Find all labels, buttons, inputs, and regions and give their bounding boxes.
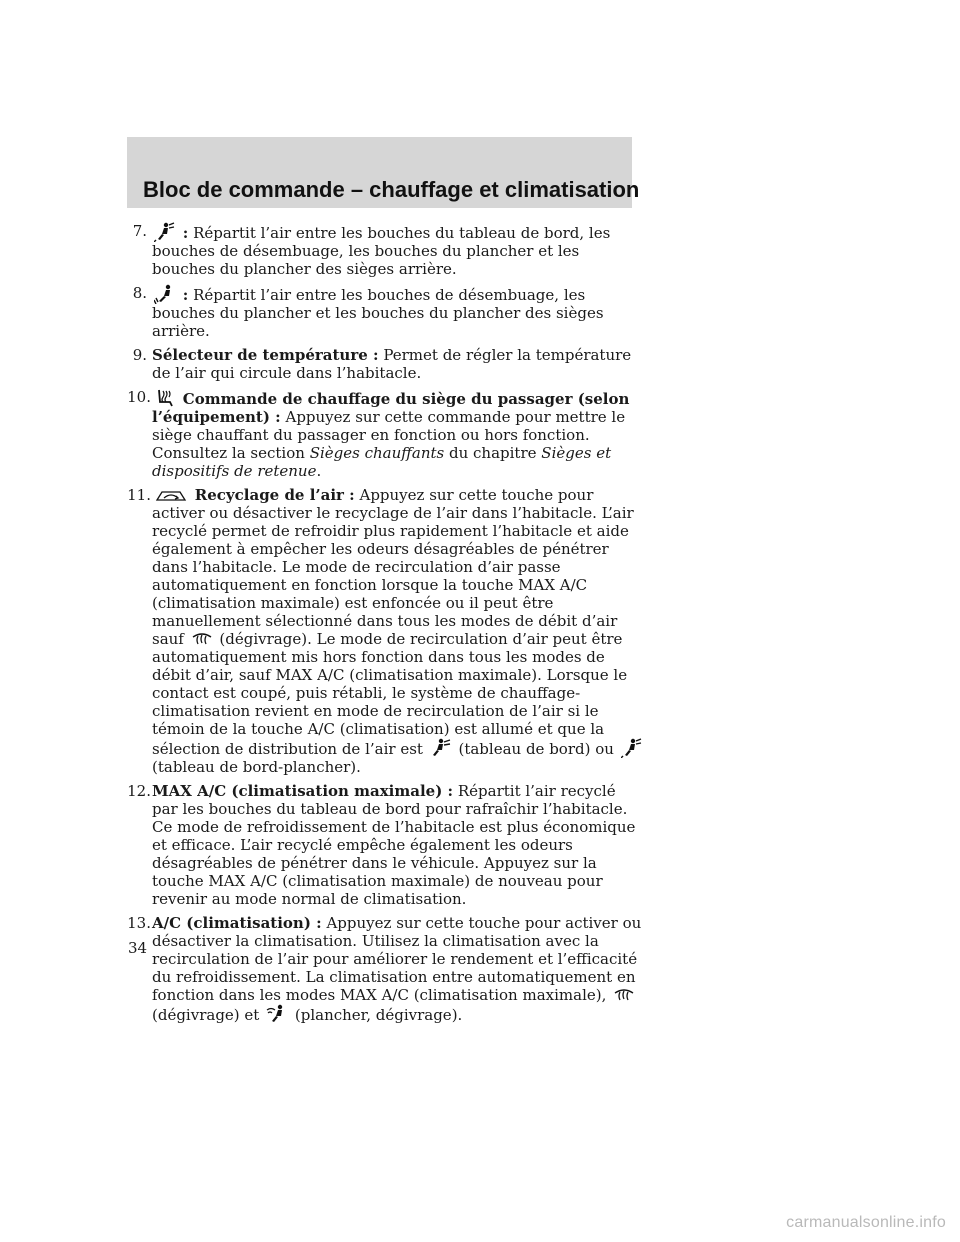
item-lead: A/C (climatisation) :: [152, 914, 322, 932]
content: [125, 222, 645, 1030]
floor-defrost-airflow-icon: [154, 284, 176, 304]
panel-floor-airflow-icon: [621, 738, 643, 758]
item-lead: :: [182, 286, 189, 304]
item-text: (dégivrage). Le mode de recirculation d’air peut être automatiquement mis hors fonction dans tous les modes de débit d’air, sauf MAX A/C (climatisation maximale). Lorsque le contact est coupé, puis rétabli, le système de chauffage-climatisation revient en mode de recirculation de l’air si le témoin de la touche A/C (climatisation) est allumé et que la sélection de distribution de l’air est: [152, 630, 628, 758]
list-item-8: [125, 284, 645, 340]
item-text: (dégivrage) et: [152, 1006, 260, 1024]
page-number: 34: [128, 939, 148, 957]
recirculation-icon: [154, 488, 188, 504]
item-number: 13.: [127, 914, 151, 932]
item-text: Répartit l’air recyclé par les bouches du tableau de bord pour rafraîchir l’habitacle. Ce mode de refroidissement de l’habitacle est plus économique et efficace. L’air recyclé empêche également les odeurs désagréables de pénétrer dans le véhicule. Appuyez sur la touche MAX A/C (climatisation maximale) de nouveau pour revenir au mode normal de climatisation.: [152, 782, 636, 908]
item-number: 8.: [132, 284, 147, 302]
item-lead: MAX A/C (climatisation maximale) :: [152, 782, 454, 800]
item-italic-ref: Sièges et dispositifs de retenue: [152, 444, 612, 480]
floor-defrost-airflow-icon: [266, 1004, 288, 1024]
watermark: carmanualsonline.info: [786, 1214, 946, 1231]
item-number: 11.: [127, 486, 151, 504]
item-number: 12.: [127, 782, 151, 800]
list-item-10: [125, 388, 645, 480]
panel-airflow-icon: [430, 738, 452, 758]
item-italic-ref: Sièges chauffants: [309, 444, 445, 462]
panel-floor-airflow-icon: [154, 222, 176, 242]
item-text: (tableau de bord-plancher).: [152, 758, 361, 776]
list-item-12: [125, 782, 645, 908]
item-lead: :: [182, 224, 189, 242]
item-text: Répartit l’air entre les bouches de désembuage, les bouches du plancher et les bouches du plancher des sièges arrière.: [152, 286, 604, 340]
page-title: Bloc de commande – chauffage et climatisation: [143, 177, 640, 202]
defrost-icon: [191, 630, 213, 648]
item-text: Appuyez sur cette commande pour mettre le siège chauffant du passager en fonction ou hors fonction. Consultez la section: [152, 408, 626, 462]
item-lead: Sélecteur de température :: [152, 346, 379, 364]
item-text-mid: du chapitre: [449, 444, 537, 462]
defrost-icon: [613, 986, 635, 1004]
heated-seat-icon: [154, 388, 176, 408]
item-text-end: .: [316, 462, 322, 480]
list-item-13: [125, 914, 645, 1024]
item-text: (plancher, dégivrage).: [294, 1006, 463, 1024]
list-item-9: [125, 346, 645, 382]
list-item-11: [125, 486, 645, 776]
item-text: (tableau de bord) ou: [458, 740, 614, 758]
item-lead: Commande de chauffage du siège du passager (selon l’équipement) :: [152, 390, 630, 426]
item-number: 9.: [132, 346, 147, 364]
item-number: 7.: [132, 222, 147, 240]
item-text: Appuyez sur cette touche pour activer ou désactiver le recyclage de l’air dans l’habitacle. L’air recyclé permet de refroidir plus rapidement l’habitacle et aide également à empêcher les odeurs désagréables de pénétrer dans l’habitacle. Le mode de recirculation d’air passe automatiquement en fonction lorsque la touche MAX A/C (climatisation maximale) est enfoncée ou il peut être manuellement sélectionné dans tous les modes de débit d’air sauf: [152, 486, 634, 648]
item-text: Appuyez sur cette touche pour activer ou désactiver la climatisation. Utilisez la climatisation avec la recirculation de l’air pour améliorer le rendement et l’efficacité du refroidissement. La climatisation entre automatiquement en fonction dans les modes MAX A/C (climatisation maximale),: [152, 914, 642, 1004]
list-item-7: [125, 222, 645, 278]
item-lead: Recyclage de l’air :: [194, 486, 355, 504]
item-number: 10.: [127, 388, 151, 406]
item-text: Permet de régler la température de l’air qui circule dans l’habitacle.: [152, 346, 632, 382]
item-text: Répartit l’air entre les bouches du tableau de bord, les bouches de désembuage, les bouches du plancher et les bouches du plancher des sièges arrière.: [152, 224, 611, 278]
